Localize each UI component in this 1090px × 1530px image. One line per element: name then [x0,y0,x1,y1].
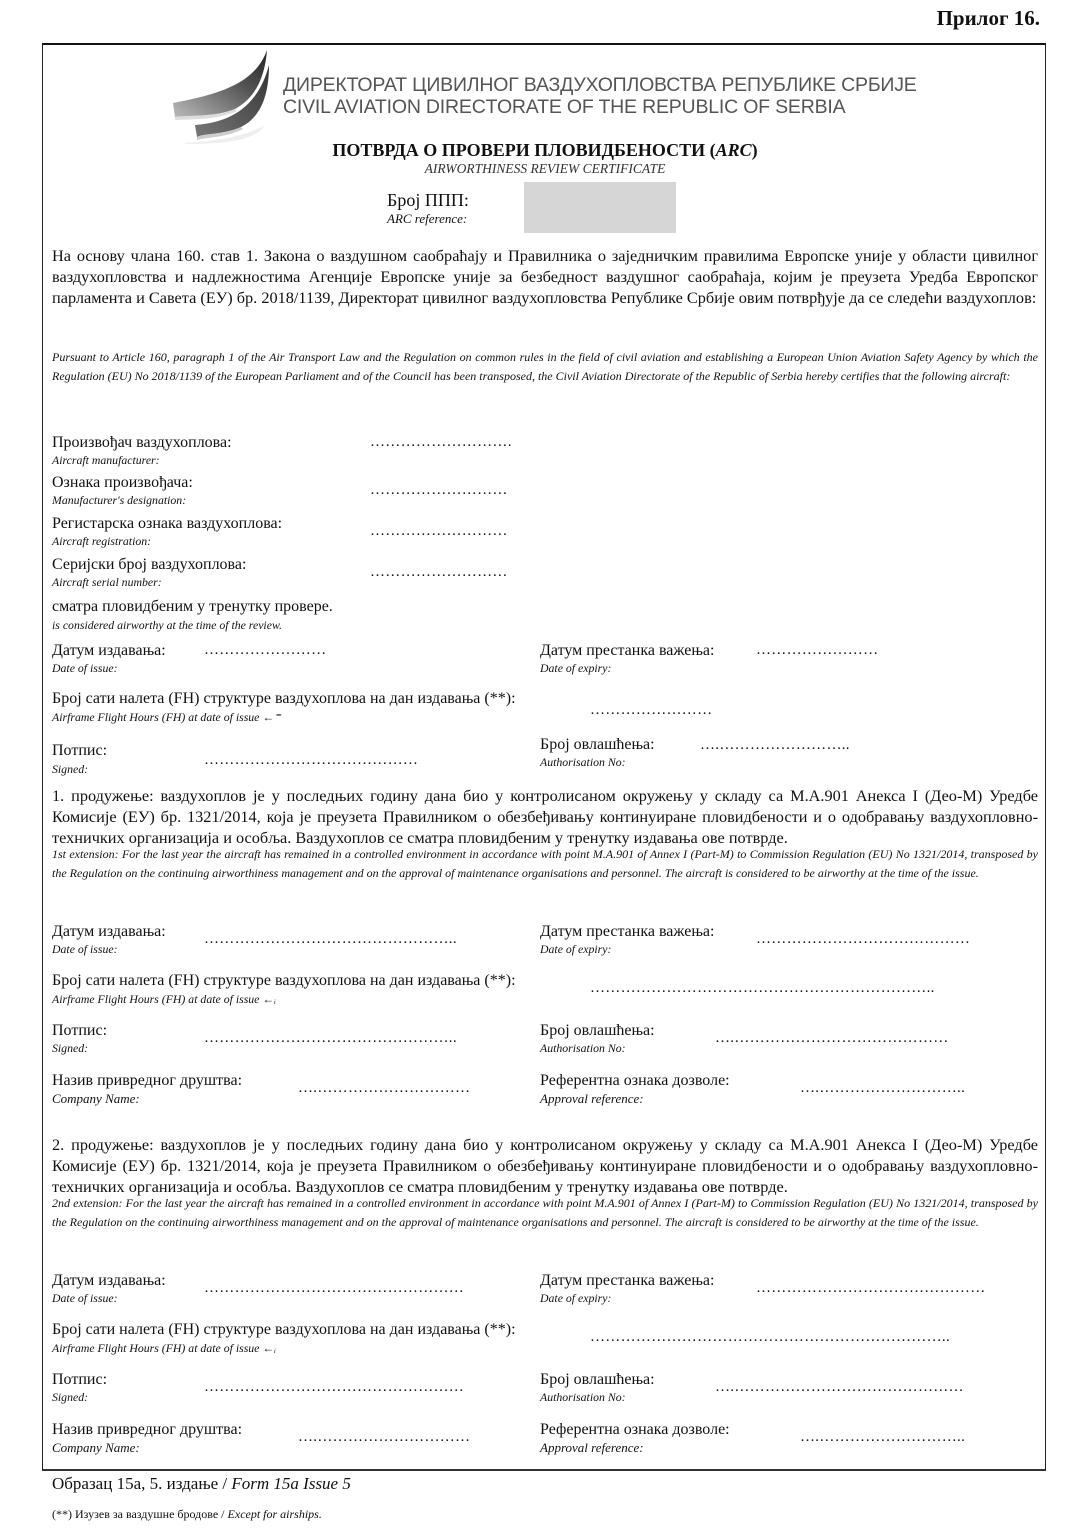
extension-2-signed-label-sr: Потпис: [52,1371,108,1388]
extension-1-date-expiry-field[interactable]: …………………………………… [756,931,971,947]
flight-hours-label-sr: Број сати налета (FH) структуре ваздухоплова на дан издавања (**): [52,690,516,707]
extension-2-flight-hours-label-en: Airframe Flight Hours (FH) at date of issue ←ᵢ [52,1341,277,1355]
extension-2-approval-label-sr: Референтна ознака дозволе: [540,1421,730,1438]
extension-1-flight-hours-field[interactable]: ………………………………………………………….. [590,980,935,996]
form-number-sr: Образац 15а, 5. издање / [52,1474,232,1493]
form-number [52,1474,351,1494]
airworthy-statement-en: is considered airworthy at the time of the review. [52,618,282,632]
extension-1-text-en: 1st extension: For the last year the aircraft has remained in a controlled environment in accordance with point M.A.901 of Annex I (Part-M) to Commission Regulation (EU) No 1321/2014, transposed by the Regulation on the continuing airworthiness management and on the approval of maintenance organisations and personnel. The aircraft is considered to be airworthy at the time of the issue. [52,847,1038,880]
aircraft-designation-field[interactable]: ……………………… [370,482,508,498]
date-issue-label-sr: Датум издавања: [52,642,166,659]
title-sr: ПОТВРДА О ПРОВЕРИ ПЛОВИДБЕНОСТИ ( [332,140,716,160]
aircraft-serial-number-label-en: Aircraft serial number: [52,575,162,589]
footnote-en: Except for airships. [227,1507,322,1521]
extension-1-company-label-sr: Назив привредног друштва: [52,1072,243,1089]
extension-2-flight-hours-label-sr: Број сати налета (FH) структуре ваздухоплова на дан издавања (**): [52,1321,516,1338]
flight-hours-field[interactable]: …………………… [590,702,713,718]
org-name-en: CIVIL AVIATION DIRECTORATE OF THE REPUBLIC OF SERBIA [283,96,846,118]
arc-reference-label-en: ARC reference: [387,211,468,226]
extension-2-date-issue-field[interactable]: …………………………………………… [204,1280,465,1296]
date-issue-field[interactable]: …………………… [204,642,327,658]
extension-2-authorisation-label-sr: Број овлашћења: [540,1371,655,1388]
aircraft-manufacturer-field[interactable]: ………………………. [370,434,512,450]
extension-2-date-expiry-label-sr: Датум престанка важења: [540,1272,715,1289]
aircraft-registration-label-en: Aircraft registration: [52,534,152,548]
form-number-en: Form 15a Issue 5 [231,1474,351,1493]
extension-1-flight-hours-label-en: Airframe Flight Hours (FH) at date of issue ←ᵢ [52,992,277,1006]
aircraft-serial-number-label-sr: Серијски број ваздухоплова: [52,556,247,573]
certificate-title [0,140,1090,161]
arc-reference-field[interactable] [524,182,676,233]
extension-2-text-en: 2nd extension: For the last year the aircraft has remained in a controlled environment in accordance with point M.A.901 of Annex I (Part-M) to Commission Regulation (EU) No 1321/2014, transposed by the Regulation on the continuing airworthiness management and on the approval of maintenance organisations and personnel. The aircraft is considered to be airworthy at the time of the issue. [52,1196,1038,1229]
extension-2-date-issue-label-sr: Датум издавања: [52,1272,166,1289]
extension-2-date-issue-label-en: Date of issue: [52,1291,118,1305]
annex-label: Прилог 16. [936,6,1040,30]
signed-field[interactable]: …………………………………… [204,752,419,768]
extension-1-company-field[interactable]: ….………………………… [298,1080,471,1096]
date-expiry-field[interactable]: …………………… [756,642,879,658]
extension-1-date-expiry-label-en: Date of expiry: [540,942,612,956]
aircraft-designation-label-sr: Ознака произвођача: [52,474,193,491]
date-issue-label-en: Date of issue: [52,661,118,675]
authorisation-label-sr: Број овлашћења: [540,736,655,753]
extension-2-date-expiry-field[interactable]: ……………………………………… [756,1280,986,1296]
authorisation-field[interactable]: ….…………………….. [700,737,850,753]
date-expiry-label-en: Date of expiry: [540,661,612,675]
extension-2-approval-field[interactable]: ….……………………….. [800,1429,966,1445]
extension-2-approval-label-en: Approval reference: [540,1440,644,1455]
extension-1-approval-label-en: Approval reference: [540,1091,644,1106]
arc-reference-label-sr: Број ППП: [387,190,469,210]
extension-1-date-issue-label-sr: Датум издавања: [52,923,166,940]
extension-2-authorisation-field[interactable]: ….……………………………………… [715,1379,964,1395]
aircraft-designation-label-en: Manufacturer's designation: [52,493,187,507]
extension-1-authorisation-label-sr: Број овлашћења: [540,1022,655,1039]
certificate-subtitle: AIRWORTHINESS REVIEW CERTIFICATE [424,161,666,176]
org-name [283,74,917,118]
extension-1-date-issue-label-en: Date of issue: [52,942,118,956]
extension-1-signed-label-sr: Потпис: [52,1022,108,1039]
extension-2-company-label-sr: Назив привредног друштва: [52,1421,243,1438]
extension-1-approval-field[interactable]: ….……………………….. [800,1080,966,1096]
aircraft-manufacturer-label-en: Aircraft manufacturer: [52,453,160,467]
extension-1-company-label-en: Company Name: [52,1091,140,1106]
authorisation-label-en: Authorisation No: [540,755,626,769]
date-expiry-label-sr: Датум престанка важења: [540,642,715,659]
extension-1-text-sr: 1. продужење: ваздухоплов је у последњих годину дана био у контролисаном окружењу у складу са M.A.901 Анекса I (Део-M) Уредбе Комисије (ЕУ) бр. 1321/2014, која је преузета Правилником о обезбеђивању континуиране пловидбености и о одобравању ваздухопловно-техничких организација и особља. Ваздухоплов се сматра пловидбеним у тренутку издавања ове потврде. [52,786,1038,847]
footnote [52,1507,322,1522]
signed-label-sr: Потпис: [52,742,108,759]
extension-2-company-field[interactable]: ….………………………… [298,1429,471,1445]
aircraft-manufacturer-label-sr: Произвођач ваздухоплова: [52,434,232,451]
extension-2-flight-hours-field[interactable]: …………………………………………………………….. [590,1329,950,1345]
extension-2-date-expiry-label-en: Date of expiry: [540,1291,612,1305]
aircraft-registration-label-sr: Регистарска ознака ваздухоплова: [52,515,283,532]
extension-1-authorisation-field[interactable]: ….…………………………………… [715,1030,949,1046]
extension-2-company-label-en: Company Name: [52,1440,140,1455]
intro-text-sr: На основу члана 160. став 1. Закона о ваздушном саобраћају и Правилника о заједничким правилима Европске уније у области цивилног ваздухопловства и надлежностима Агенције Европске уније за безбедност ваздушног саобраћаја, којим је преузета Уредба Европског парламента и Савета (ЕУ) бр. 2018/1139, Директорат цивилног ваздухопловства Републике Србије овим потврђује да се следећи ваздухоплов: [52,246,1038,307]
extension-2-authorisation-label-en: Authorisation No: [540,1390,626,1404]
extension-1-signed-field[interactable]: ………………………………………….. [204,1030,457,1046]
extension-2-text-sr: 2. продужење: ваздухоплов је у последњих годину дана био у контролисаном окружењу у складу са M.A.901 Анекса I (Део-M) Уредбе Комисије (ЕУ) бр. 1321/2014, која је преузета Правилником о обезбеђивању континуиране пловидбености и о одобравању ваздухопловно-техничких организација и особља. Ваздухоплов се сматра пловидбеним у тренутку издавања ове потврде. [52,1135,1038,1196]
flight-hours-label-en: Airframe Flight Hours (FH) at date of issue ←⁼ [52,710,281,724]
extension-2-signed-field[interactable]: …………………………………………… [204,1379,465,1395]
airworthy-statement-sr: сматра пловидбеним у тренутку провере. [52,598,333,615]
extension-1-authorisation-label-en: Authorisation No: [540,1041,626,1055]
title-close: ) [751,140,758,160]
footnote-sr: (**) Изузев за ваздушне бродове / [52,1507,228,1521]
extension-1-approval-label-sr: Референтна ознака дозволе: [540,1072,730,1089]
cad-logo-icon [165,45,285,145]
org-name-sr: ДИРЕКТОРАТ ЦИВИЛНОГ ВАЗДУХОПЛОВСТВА РЕПУБЛИКЕ СРБИЈЕ [283,74,917,96]
extension-2-signed-label-en: Signed: [52,1390,89,1404]
aircraft-registration-field[interactable]: ……………………… [370,523,508,539]
extension-1-date-issue-field[interactable]: ………………………………………….. [204,931,457,947]
title-abbr: ARC [715,140,752,160]
extension-1-date-expiry-label-sr: Датум престанка важења: [540,923,715,940]
intro-text-en: Pursuant to Article 160, paragraph 1 of the Air Transport Law and the Regulation on common rules in the field of civil aviation and establishing a European Union Aviation Safety Agency by which the Regulation (EU) No 2018/1139 of the European Parliament and of the Council has been transposed, the Civil Aviation Directorate of the Republic of Serbia hereby certifies that the following aircraft: [52,350,1038,383]
signed-label-en: Signed: [52,762,89,776]
aircraft-serial-number-field[interactable]: ……………………… [370,564,508,580]
extension-1-flight-hours-label-sr: Број сати налета (FH) структуре ваздухоплова на дан издавања (**): [52,972,516,989]
extension-1-signed-label-en: Signed: [52,1041,89,1055]
